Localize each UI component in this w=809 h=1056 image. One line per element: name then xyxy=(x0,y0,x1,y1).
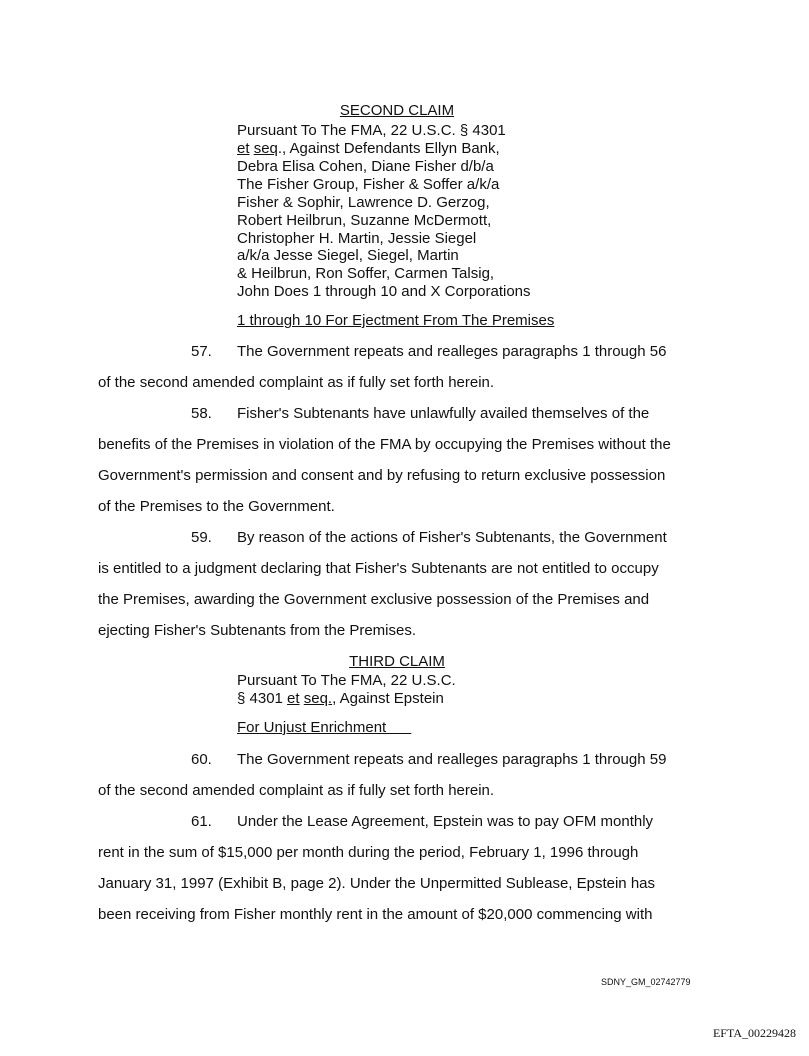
paragraph-line: is entitled to a judgment declaring that Fisher's Subtenants are not entitled to occupy xyxy=(98,560,659,577)
paragraph-number: 60. xyxy=(191,751,212,768)
third-claim-heading: THIRD CLAIM xyxy=(349,653,445,670)
paragraph-number: 61. xyxy=(191,813,212,830)
caption-line: Fisher & Sophir, Lawrence D. Gerzog, xyxy=(237,194,490,211)
paragraph-number: 59. xyxy=(191,529,212,546)
paragraph-line: ejecting Fisher's Subtenants from the Premises. xyxy=(98,622,417,639)
paragraph-line: rent in the sum of $15,000 per month during the period, February 1, 1996 through xyxy=(98,844,639,861)
caption-line: John Does 1 through 10 and X Corporations xyxy=(237,283,531,300)
paragraph-line: the Premises, awarding the Government exclusive possession of the Premises and xyxy=(98,591,650,608)
second-claim-heading: SECOND CLAIM xyxy=(339,102,455,119)
section-symbol-text: § 4301 xyxy=(237,690,288,707)
et-text: et xyxy=(237,140,250,157)
paragraph-line: of the second amended complaint as if fully set forth herein. xyxy=(98,782,495,799)
paragraph-line: of the Premises to the Government. xyxy=(98,498,335,515)
caption-line-rest: , Against Epstein xyxy=(332,690,444,707)
paragraph-line: benefits of the Premises in violation of the FMA by occupying the Premises without the xyxy=(98,436,671,453)
paragraph-first-line: The Government repeats and realleges paragraphs 1 through 59 xyxy=(237,751,667,768)
paragraph-number: 57. xyxy=(191,343,212,360)
caption-line-underlined: 1 through 10 For Ejectment From The Premises xyxy=(237,312,555,329)
caption-line xyxy=(237,690,444,708)
paragraph-first-line: Under the Lease Agreement, Epstein was to pay OFM monthly xyxy=(237,813,654,830)
efta-reference: EFTA_00229428 xyxy=(712,1026,796,1040)
caption-line: Pursuant To The FMA, 22 U.S.C. xyxy=(237,672,456,689)
caption-line: Christopher H. Martin, Jessie Siegel xyxy=(237,230,477,247)
paragraph-first-line: Fisher's Subtenants have unlawfully availed themselves of the xyxy=(237,405,650,422)
paragraph-first-line: The Government repeats and realleges paragraphs 1 through 56 xyxy=(237,343,667,360)
caption-line: Debra Elisa Cohen, Diane Fisher d/b/a xyxy=(237,158,494,175)
paragraph-line: Government's permission and consent and by refusing to return exclusive possession xyxy=(98,467,666,484)
caption-line-rest: ., Against Defendants Ellyn Bank, xyxy=(277,140,500,157)
caption-line: The Fisher Group, Fisher & Soffer a/k/a xyxy=(237,176,500,193)
paragraph-number: 58. xyxy=(191,405,212,422)
paragraph-line: January 31, 1997 (Exhibit B, page 2). Under the Unpermitted Sublease, Epstein has xyxy=(98,875,655,892)
paragraph-first-line: By reason of the actions of Fisher's Subtenants, the Government xyxy=(237,529,667,546)
caption-line: Robert Heilbrun, Suzanne McDermott, xyxy=(237,212,492,229)
bates-number: SDNY_GM_02742779 xyxy=(601,977,691,987)
paragraph-line: been receiving from Fisher monthly rent in the amount of $20,000 commencing with xyxy=(98,906,653,923)
caption-line: & Heilbrun, Ron Soffer, Carmen Talsig, xyxy=(237,265,495,282)
et-text: et xyxy=(287,690,300,707)
seq-text: seq. xyxy=(303,690,333,707)
caption-line: a/k/a Jesse Siegel, Siegel, Martin xyxy=(237,247,459,264)
caption-line: Pursuant To The FMA, 22 U.S.C. § 4301 xyxy=(237,122,506,139)
caption-line-underlined: For Unjust Enrichment xyxy=(237,719,412,736)
paragraph-line: of the second amended complaint as if fully set forth herein. xyxy=(98,374,495,391)
seq-text: seq xyxy=(253,140,278,157)
caption-line xyxy=(237,140,500,158)
